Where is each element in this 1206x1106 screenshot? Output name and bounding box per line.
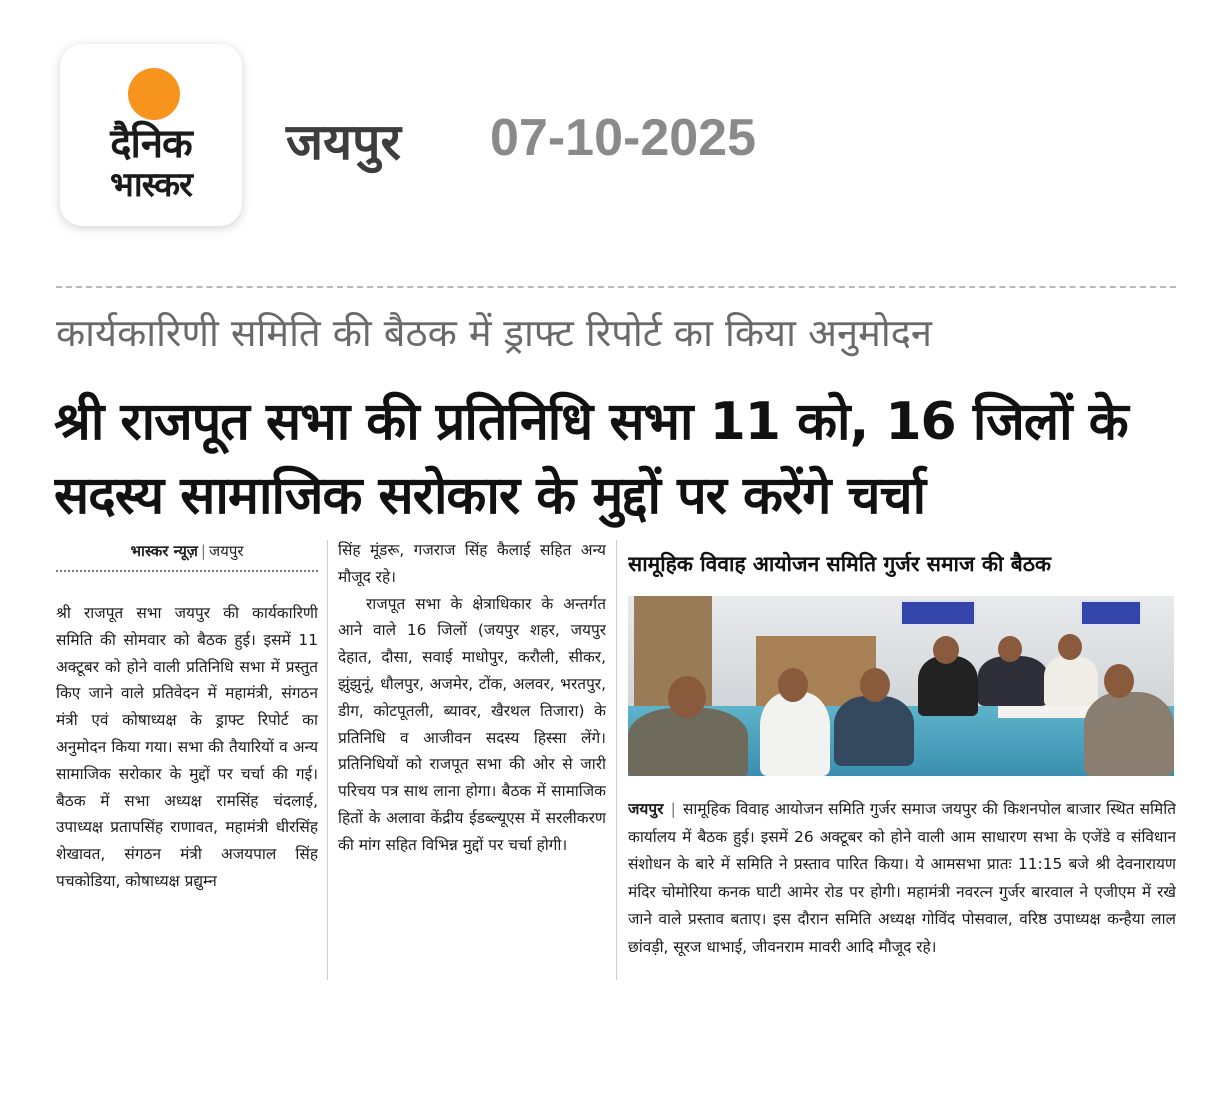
article-headline-line1: श्री राजपूत सभा की प्रतिनिधि सभा 11 को, 16 जिलों के (54, 392, 1128, 452)
caption-separator: | (665, 800, 682, 818)
article-paragraph: राजपूत सभा के क्षेत्राधिकार के अन्तर्गत आने वाले 16 जिलों (जयपुर शहर, जयपुर देहात, दौसा, सवाई माधोपुर, करौली, सीकर, झुंझुनूं, धौलपुर, अजमेर, टोंक, अलवर, भरतपुर, डीग, कोटपूतली, ब्यावर, खैरथल तिजारा) के प्रतिनिधि व आजीवन सदस्य हिस्सा लेंगे। प्रतिनिधियों को राजपूत सभा की ओर से जारी परिचय पत्र साथ लाना होगा। बैठक में सामाजिक हितों के अलावा केंद्रीय ईडब्ल्यूएस में सरलीकरण की मांग सहित विभिन्न मुद्दों पर चर्चा होगी। (338, 594, 606, 854)
caption-text: सामूहिक विवाह आयोजन समिति गुर्जर समाज जयपुर की किशनपोल बाजार स्थित समिति कार्यालय में बैठक हुई। इसमें 26 अक्टूबर को होने वाली आम साधारण सभा के एजेंडे व संविधान संशोधन के बारे में समिति ने प्रस्ताव पारित किया। ये आमसभा प्रातः 11:15 बजे श्री देवनारायण मंदिर चोमोरिया कनक घाटी आमेर रोड पर होगी। महामंत्री नवरत्न गुर्जर बारवाल ने एजीएम में रखे जाने वाले प्रस्ताव बताए। इस दौरान समिति अध्यक्ष गोविंद पोसवाल, वरिष्ठ उपाध्यक्ष कन्हैया लाल छांवड़ी, सूरज धाभाई, जीवनराम मावरी आदि मौजूद रहे। (628, 800, 1176, 956)
edition-date: 07-10-2025 (490, 109, 756, 167)
byline-separator: | (200, 542, 206, 560)
edition-city: जयपुर (286, 113, 401, 171)
column-divider (327, 540, 328, 980)
logo-text-line2: भास्कर (110, 165, 192, 205)
byline-source: भास्कर न्यूज़ (130, 542, 198, 560)
newspaper-logo (60, 44, 242, 226)
meeting-photo (628, 596, 1174, 776)
article-column-2 (338, 537, 606, 989)
byline (56, 541, 318, 572)
article-paragraph: सिंह मूंडरू, गजराज सिंह कैलाई सहित अन्य मौजूद रहे। (338, 541, 606, 586)
side-story-headline: सामूहिक विवाह आयोजन समिति गुर्जर समाज की बैठक (628, 552, 1052, 576)
column-divider (616, 540, 617, 980)
article-column-1: श्री राजपूत सभा जयपुर की कार्यकारिणी समिति की सोमवार को बैठक हुई। इसमें 11 अक्टूबर को होने वाली प्रतिनिधि सभा में प्रस्तुत किए जाने वाले प्रतिवेदन में महामंत्री, संगठन मंत्री एवं कोषाध्यक्ष के ड्राफ्ट रिपोर्ट का अनुमोदन किया गया। सभा की तैयारियों व अन्य सामाजिक सरोकार के मुद्दों पर चर्चा की गई। बैठक में सभा अध्यक्ष रामसिंह चंदलाई, उपाध्यक्ष प्रतापसिंह राणावत, महामंत्री धीरसिंह शेखावत, संगठन मंत्री अजयपाल सिंह पचकोडिया, कोषाध्यक्ष प्रद्युम्न (56, 604, 318, 890)
sun-logo-icon (128, 68, 180, 120)
clipping-top-edge (56, 286, 1176, 290)
byline-city: जयपुर (208, 542, 244, 560)
article-headline-line2: सदस्य सामाजिक सरोकार के मुद्दों पर करेंगे चर्चा (54, 466, 926, 526)
side-story-caption (628, 796, 1176, 996)
caption-city: जयपुर (628, 800, 664, 818)
logo-text-line1: दैनिक (110, 121, 192, 167)
article-kicker: कार्यकारिणी समिति की बैठक में ड्राफ्ट रिपोर्ट का किया अनुमोदन (56, 311, 932, 355)
